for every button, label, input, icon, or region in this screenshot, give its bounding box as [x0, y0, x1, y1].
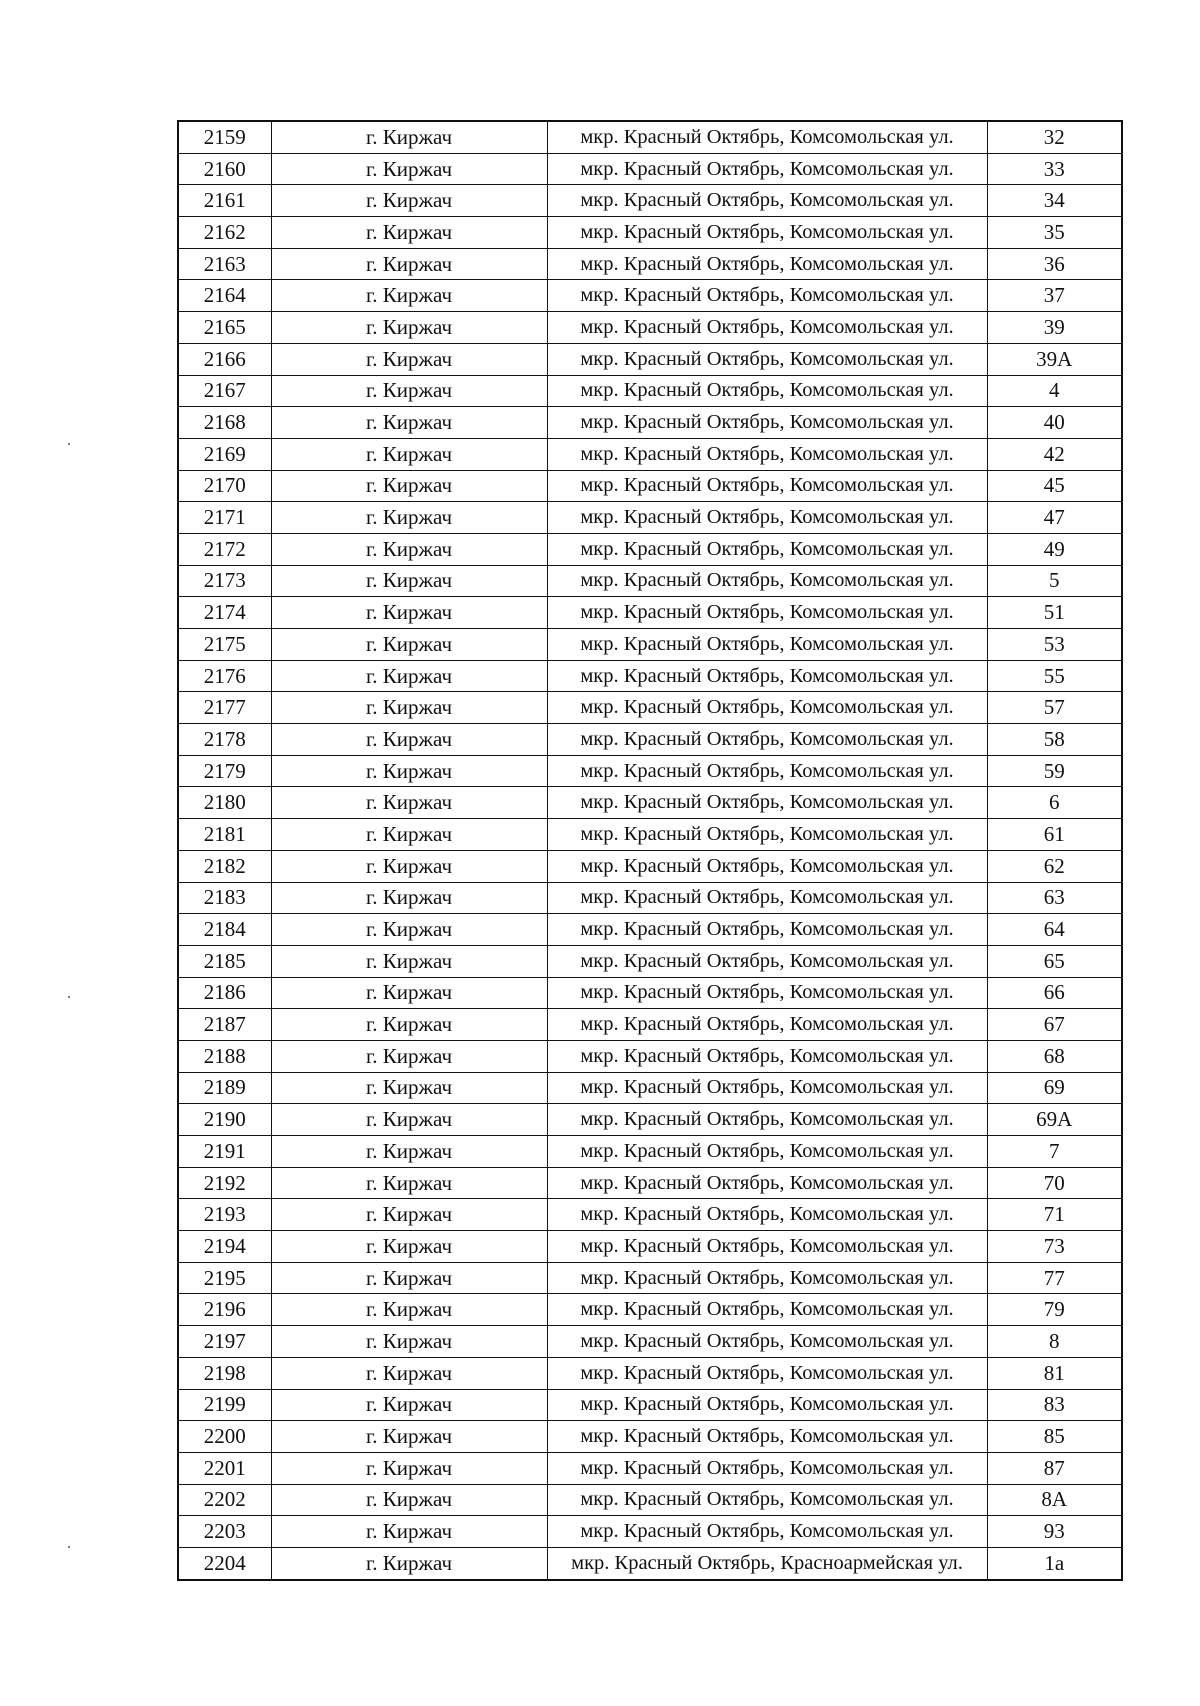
city-cell: г. Киржач [271, 1516, 547, 1548]
street-cell: мкр. Красный Октябрь, Комсомольская ул. [547, 1104, 987, 1136]
table-row [178, 1389, 1122, 1421]
row-number-cell: 2173 [178, 565, 271, 597]
row-number-cell: 2183 [178, 882, 271, 914]
row-number-cell: 2172 [178, 533, 271, 565]
street-cell: мкр. Красный Октябрь, Комсомольская ул. [547, 819, 987, 851]
city-cell: г. Киржач [271, 217, 547, 249]
street-cell: мкр. Красный Октябрь, Комсомольская ул. [547, 1484, 987, 1516]
city-cell: г. Киржач [271, 1040, 547, 1072]
city-cell: г. Киржач [271, 914, 547, 946]
city-cell: г. Киржач [271, 1326, 547, 1358]
table-row [178, 1009, 1122, 1041]
street-cell: мкр. Красный Октябрь, Комсомольская ул. [547, 1136, 987, 1168]
row-number-cell: 2194 [178, 1231, 271, 1263]
house-number-cell: 51 [987, 597, 1122, 629]
row-number-cell: 2165 [178, 312, 271, 344]
city-cell: г. Киржач [271, 1484, 547, 1516]
table-row [178, 977, 1122, 1009]
row-number-cell: 2170 [178, 470, 271, 502]
city-cell: г. Киржач [271, 724, 547, 756]
city-cell: г. Киржач [271, 1231, 547, 1263]
table-row [178, 1326, 1122, 1358]
row-number-cell: 2180 [178, 787, 271, 819]
row-number-cell: 2181 [178, 819, 271, 851]
street-cell: мкр. Красный Октябрь, Комсомольская ул. [547, 185, 987, 217]
street-cell: мкр. Красный Октябрь, Комсомольская ул. [547, 850, 987, 882]
street-cell: мкр. Красный Октябрь, Комсомольская ул. [547, 312, 987, 344]
house-number-cell: 34 [987, 185, 1122, 217]
house-number-cell: 71 [987, 1199, 1122, 1231]
city-cell: г. Киржач [271, 1262, 547, 1294]
street-cell: мкр. Красный Октябрь, Комсомольская ул. [547, 375, 987, 407]
house-number-cell: 7 [987, 1136, 1122, 1168]
city-cell: г. Киржач [271, 1421, 547, 1453]
city-cell: г. Киржач [271, 438, 547, 470]
city-cell: г. Киржач [271, 343, 547, 375]
street-cell: мкр. Красный Октябрь, Комсомольская ул. [547, 1199, 987, 1231]
city-cell: г. Киржач [271, 977, 547, 1009]
street-cell: мкр. Красный Октябрь, Комсомольская ул. [547, 121, 987, 153]
row-number-cell: 2174 [178, 597, 271, 629]
street-cell: мкр. Красный Октябрь, Комсомольская ул. [547, 1040, 987, 1072]
city-cell: г. Киржач [271, 945, 547, 977]
city-cell: г. Киржач [271, 502, 547, 534]
street-cell: мкр. Красный Октябрь, Комсомольская ул. [547, 1389, 987, 1421]
row-number-cell: 2192 [178, 1167, 271, 1199]
city-cell: г. Киржач [271, 787, 547, 819]
row-number-cell: 2168 [178, 407, 271, 439]
table-row [178, 629, 1122, 661]
row-number-cell: 2191 [178, 1136, 271, 1168]
house-number-cell: 69А [987, 1104, 1122, 1136]
city-cell: г. Киржач [271, 850, 547, 882]
table-row [178, 882, 1122, 914]
table-row [178, 692, 1122, 724]
house-number-cell: 40 [987, 407, 1122, 439]
street-cell: мкр. Красный Октябрь, Комсомольская ул. [547, 1294, 987, 1326]
street-cell: мкр. Красный Октябрь, Комсомольская ул. [547, 407, 987, 439]
city-cell: г. Киржач [271, 1452, 547, 1484]
street-cell: мкр. Красный Октябрь, Комсомольская ул. [547, 597, 987, 629]
scan-speck [68, 1546, 70, 1548]
row-number-cell: 2169 [178, 438, 271, 470]
row-number-cell: 2201 [178, 1452, 271, 1484]
city-cell: г. Киржач [271, 470, 547, 502]
table-row [178, 1262, 1122, 1294]
table-row [178, 724, 1122, 756]
house-number-cell: 39 [987, 312, 1122, 344]
house-number-cell: 8А [987, 1484, 1122, 1516]
city-cell: г. Киржач [271, 629, 547, 661]
table-row [178, 280, 1122, 312]
city-cell: г. Киржач [271, 1104, 547, 1136]
city-cell: г. Киржач [271, 1547, 547, 1579]
row-number-cell: 2177 [178, 692, 271, 724]
street-cell: мкр. Красный Октябрь, Комсомольская ул. [547, 1072, 987, 1104]
table-row [178, 470, 1122, 502]
table-row [178, 1421, 1122, 1453]
street-cell: мкр. Красный Октябрь, Комсомольская ул. [547, 1421, 987, 1453]
row-number-cell: 2167 [178, 375, 271, 407]
house-number-cell: 69 [987, 1072, 1122, 1104]
row-number-cell: 2185 [178, 945, 271, 977]
row-number-cell: 2198 [178, 1357, 271, 1389]
table-row [178, 153, 1122, 185]
table-row [178, 914, 1122, 946]
street-cell: мкр. Красный Октябрь, Комсомольская ул. [547, 1357, 987, 1389]
house-number-cell: 62 [987, 850, 1122, 882]
table-row [178, 343, 1122, 375]
house-number-cell: 5 [987, 565, 1122, 597]
house-number-cell: 32 [987, 121, 1122, 153]
city-cell: г. Киржач [271, 280, 547, 312]
table-row [178, 533, 1122, 565]
house-number-cell: 66 [987, 977, 1122, 1009]
table-row [178, 121, 1122, 153]
city-cell: г. Киржач [271, 407, 547, 439]
house-number-cell: 47 [987, 502, 1122, 534]
street-cell: мкр. Красный Октябрь, Комсомольская ул. [547, 945, 987, 977]
city-cell: г. Киржач [271, 121, 547, 153]
city-cell: г. Киржач [271, 565, 547, 597]
row-number-cell: 2197 [178, 1326, 271, 1358]
row-number-cell: 2190 [178, 1104, 271, 1136]
row-number-cell: 2203 [178, 1516, 271, 1548]
city-cell: г. Киржач [271, 1072, 547, 1104]
city-cell: г. Киржач [271, 882, 547, 914]
table-row [178, 1167, 1122, 1199]
street-cell: мкр. Красный Октябрь, Комсомольская ул. [547, 343, 987, 375]
city-cell: г. Киржач [271, 1357, 547, 1389]
row-number-cell: 2171 [178, 502, 271, 534]
house-number-cell: 39А [987, 343, 1122, 375]
city-cell: г. Киржач [271, 819, 547, 851]
house-number-cell: 65 [987, 945, 1122, 977]
row-number-cell: 2161 [178, 185, 271, 217]
street-cell: мкр. Красный Октябрь, Комсомольская ул. [547, 882, 987, 914]
street-cell: мкр. Красный Октябрь, Комсомольская ул. [547, 1262, 987, 1294]
table-row [178, 1040, 1122, 1072]
row-number-cell: 2175 [178, 629, 271, 661]
row-number-cell: 2164 [178, 280, 271, 312]
table-row [178, 1484, 1122, 1516]
table-row [178, 438, 1122, 470]
table-row [178, 407, 1122, 439]
house-number-cell: 53 [987, 629, 1122, 661]
city-cell: г. Киржач [271, 755, 547, 787]
house-number-cell: 45 [987, 470, 1122, 502]
street-cell: мкр. Красный Октябрь, Комсомольская ул. [547, 692, 987, 724]
street-cell: мкр. Красный Октябрь, Красноармейская ул. [547, 1547, 987, 1579]
house-number-cell: 42 [987, 438, 1122, 470]
street-cell: мкр. Красный Октябрь, Комсомольская ул. [547, 629, 987, 661]
row-number-cell: 2196 [178, 1294, 271, 1326]
street-cell: мкр. Красный Октябрь, Комсомольская ул. [547, 438, 987, 470]
city-cell: г. Киржач [271, 660, 547, 692]
row-number-cell: 2186 [178, 977, 271, 1009]
street-cell: мкр. Красный Октябрь, Комсомольская ул. [547, 914, 987, 946]
street-cell: мкр. Красный Октябрь, Комсомольская ул. [547, 248, 987, 280]
house-number-cell: 36 [987, 248, 1122, 280]
row-number-cell: 2189 [178, 1072, 271, 1104]
table-row [178, 819, 1122, 851]
address-table-body [178, 121, 1122, 1580]
table-row [178, 1516, 1122, 1548]
row-number-cell: 2160 [178, 153, 271, 185]
row-number-cell: 2178 [178, 724, 271, 756]
house-number-cell: 64 [987, 914, 1122, 946]
table-row [178, 1072, 1122, 1104]
house-number-cell: 35 [987, 217, 1122, 249]
row-number-cell: 2176 [178, 660, 271, 692]
house-number-cell: 59 [987, 755, 1122, 787]
row-number-cell: 2199 [178, 1389, 271, 1421]
row-number-cell: 2195 [178, 1262, 271, 1294]
city-cell: г. Киржач [271, 1199, 547, 1231]
city-cell: г. Киржач [271, 185, 547, 217]
row-number-cell: 2179 [178, 755, 271, 787]
city-cell: г. Киржач [271, 375, 547, 407]
street-cell: мкр. Красный Октябрь, Комсомольская ул. [547, 565, 987, 597]
street-cell: мкр. Красный Октябрь, Комсомольская ул. [547, 1326, 987, 1358]
scan-speck [68, 996, 70, 998]
house-number-cell: 55 [987, 660, 1122, 692]
street-cell: мкр. Красный Октябрь, Комсомольская ул. [547, 1231, 987, 1263]
house-number-cell: 70 [987, 1167, 1122, 1199]
table-row [178, 502, 1122, 534]
row-number-cell: 2184 [178, 914, 271, 946]
table-row [178, 1294, 1122, 1326]
street-cell: мкр. Красный Октябрь, Комсомольская ул. [547, 502, 987, 534]
table-row [178, 1199, 1122, 1231]
table-row [178, 597, 1122, 629]
city-cell: г. Киржач [271, 312, 547, 344]
row-number-cell: 2200 [178, 1421, 271, 1453]
street-cell: мкр. Красный Октябрь, Комсомольская ул. [547, 217, 987, 249]
table-row [178, 248, 1122, 280]
house-number-cell: 83 [987, 1389, 1122, 1421]
house-number-cell: 8 [987, 1326, 1122, 1358]
city-cell: г. Киржач [271, 533, 547, 565]
street-cell: мкр. Красный Октябрь, Комсомольская ул. [547, 533, 987, 565]
house-number-cell: 58 [987, 724, 1122, 756]
table-row [178, 787, 1122, 819]
table-row [178, 1136, 1122, 1168]
house-number-cell: 63 [987, 882, 1122, 914]
table-row [178, 217, 1122, 249]
row-number-cell: 2193 [178, 1199, 271, 1231]
street-cell: мкр. Красный Октябрь, Комсомольская ул. [547, 724, 987, 756]
street-cell: мкр. Красный Октябрь, Комсомольская ул. [547, 1009, 987, 1041]
house-number-cell: 4 [987, 375, 1122, 407]
house-number-cell: 85 [987, 1421, 1122, 1453]
house-number-cell: 37 [987, 280, 1122, 312]
row-number-cell: 2166 [178, 343, 271, 375]
city-cell: г. Киржач [271, 1009, 547, 1041]
street-cell: мкр. Красный Октябрь, Комсомольская ул. [547, 660, 987, 692]
street-cell: мкр. Красный Октябрь, Комсомольская ул. [547, 755, 987, 787]
table-row [178, 755, 1122, 787]
table-row [178, 1547, 1122, 1579]
row-number-cell: 2187 [178, 1009, 271, 1041]
table-row [178, 660, 1122, 692]
city-cell: г. Киржач [271, 597, 547, 629]
house-number-cell: 57 [987, 692, 1122, 724]
street-cell: мкр. Красный Октябрь, Комсомольская ул. [547, 470, 987, 502]
house-number-cell: 6 [987, 787, 1122, 819]
table-row [178, 1452, 1122, 1484]
house-number-cell: 79 [987, 1294, 1122, 1326]
table-row [178, 312, 1122, 344]
city-cell: г. Киржач [271, 1294, 547, 1326]
street-cell: мкр. Красный Октябрь, Комсомольская ул. [547, 153, 987, 185]
house-number-cell: 68 [987, 1040, 1122, 1072]
row-number-cell: 2163 [178, 248, 271, 280]
street-cell: мкр. Красный Октябрь, Комсомольская ул. [547, 1452, 987, 1484]
table-row [178, 1231, 1122, 1263]
row-number-cell: 2182 [178, 850, 271, 882]
house-number-cell: 87 [987, 1452, 1122, 1484]
table-row [178, 945, 1122, 977]
row-number-cell: 2202 [178, 1484, 271, 1516]
house-number-cell: 61 [987, 819, 1122, 851]
house-number-cell: 33 [987, 153, 1122, 185]
row-number-cell: 2159 [178, 121, 271, 153]
table-row [178, 185, 1122, 217]
city-cell: г. Киржач [271, 1136, 547, 1168]
table-row [178, 565, 1122, 597]
address-table [177, 120, 1123, 1581]
table-row [178, 850, 1122, 882]
table-row [178, 1104, 1122, 1136]
scan-speck [68, 443, 70, 445]
house-number-cell: 77 [987, 1262, 1122, 1294]
house-number-cell: 93 [987, 1516, 1122, 1548]
city-cell: г. Киржач [271, 153, 547, 185]
city-cell: г. Киржач [271, 1389, 547, 1421]
row-number-cell: 2162 [178, 217, 271, 249]
house-number-cell: 73 [987, 1231, 1122, 1263]
city-cell: г. Киржач [271, 1167, 547, 1199]
city-cell: г. Киржач [271, 248, 547, 280]
street-cell: мкр. Красный Октябрь, Комсомольская ул. [547, 280, 987, 312]
table-row [178, 1357, 1122, 1389]
street-cell: мкр. Красный Октябрь, Комсомольская ул. [547, 787, 987, 819]
street-cell: мкр. Красный Октябрь, Комсомольская ул. [547, 977, 987, 1009]
house-number-cell: 49 [987, 533, 1122, 565]
row-number-cell: 2188 [178, 1040, 271, 1072]
row-number-cell: 2204 [178, 1547, 271, 1579]
house-number-cell: 81 [987, 1357, 1122, 1389]
street-cell: мкр. Красный Октябрь, Комсомольская ул. [547, 1167, 987, 1199]
house-number-cell: 1а [987, 1547, 1122, 1579]
table-row [178, 375, 1122, 407]
street-cell: мкр. Красный Октябрь, Комсомольская ул. [547, 1516, 987, 1548]
city-cell: г. Киржач [271, 692, 547, 724]
house-number-cell: 67 [987, 1009, 1122, 1041]
